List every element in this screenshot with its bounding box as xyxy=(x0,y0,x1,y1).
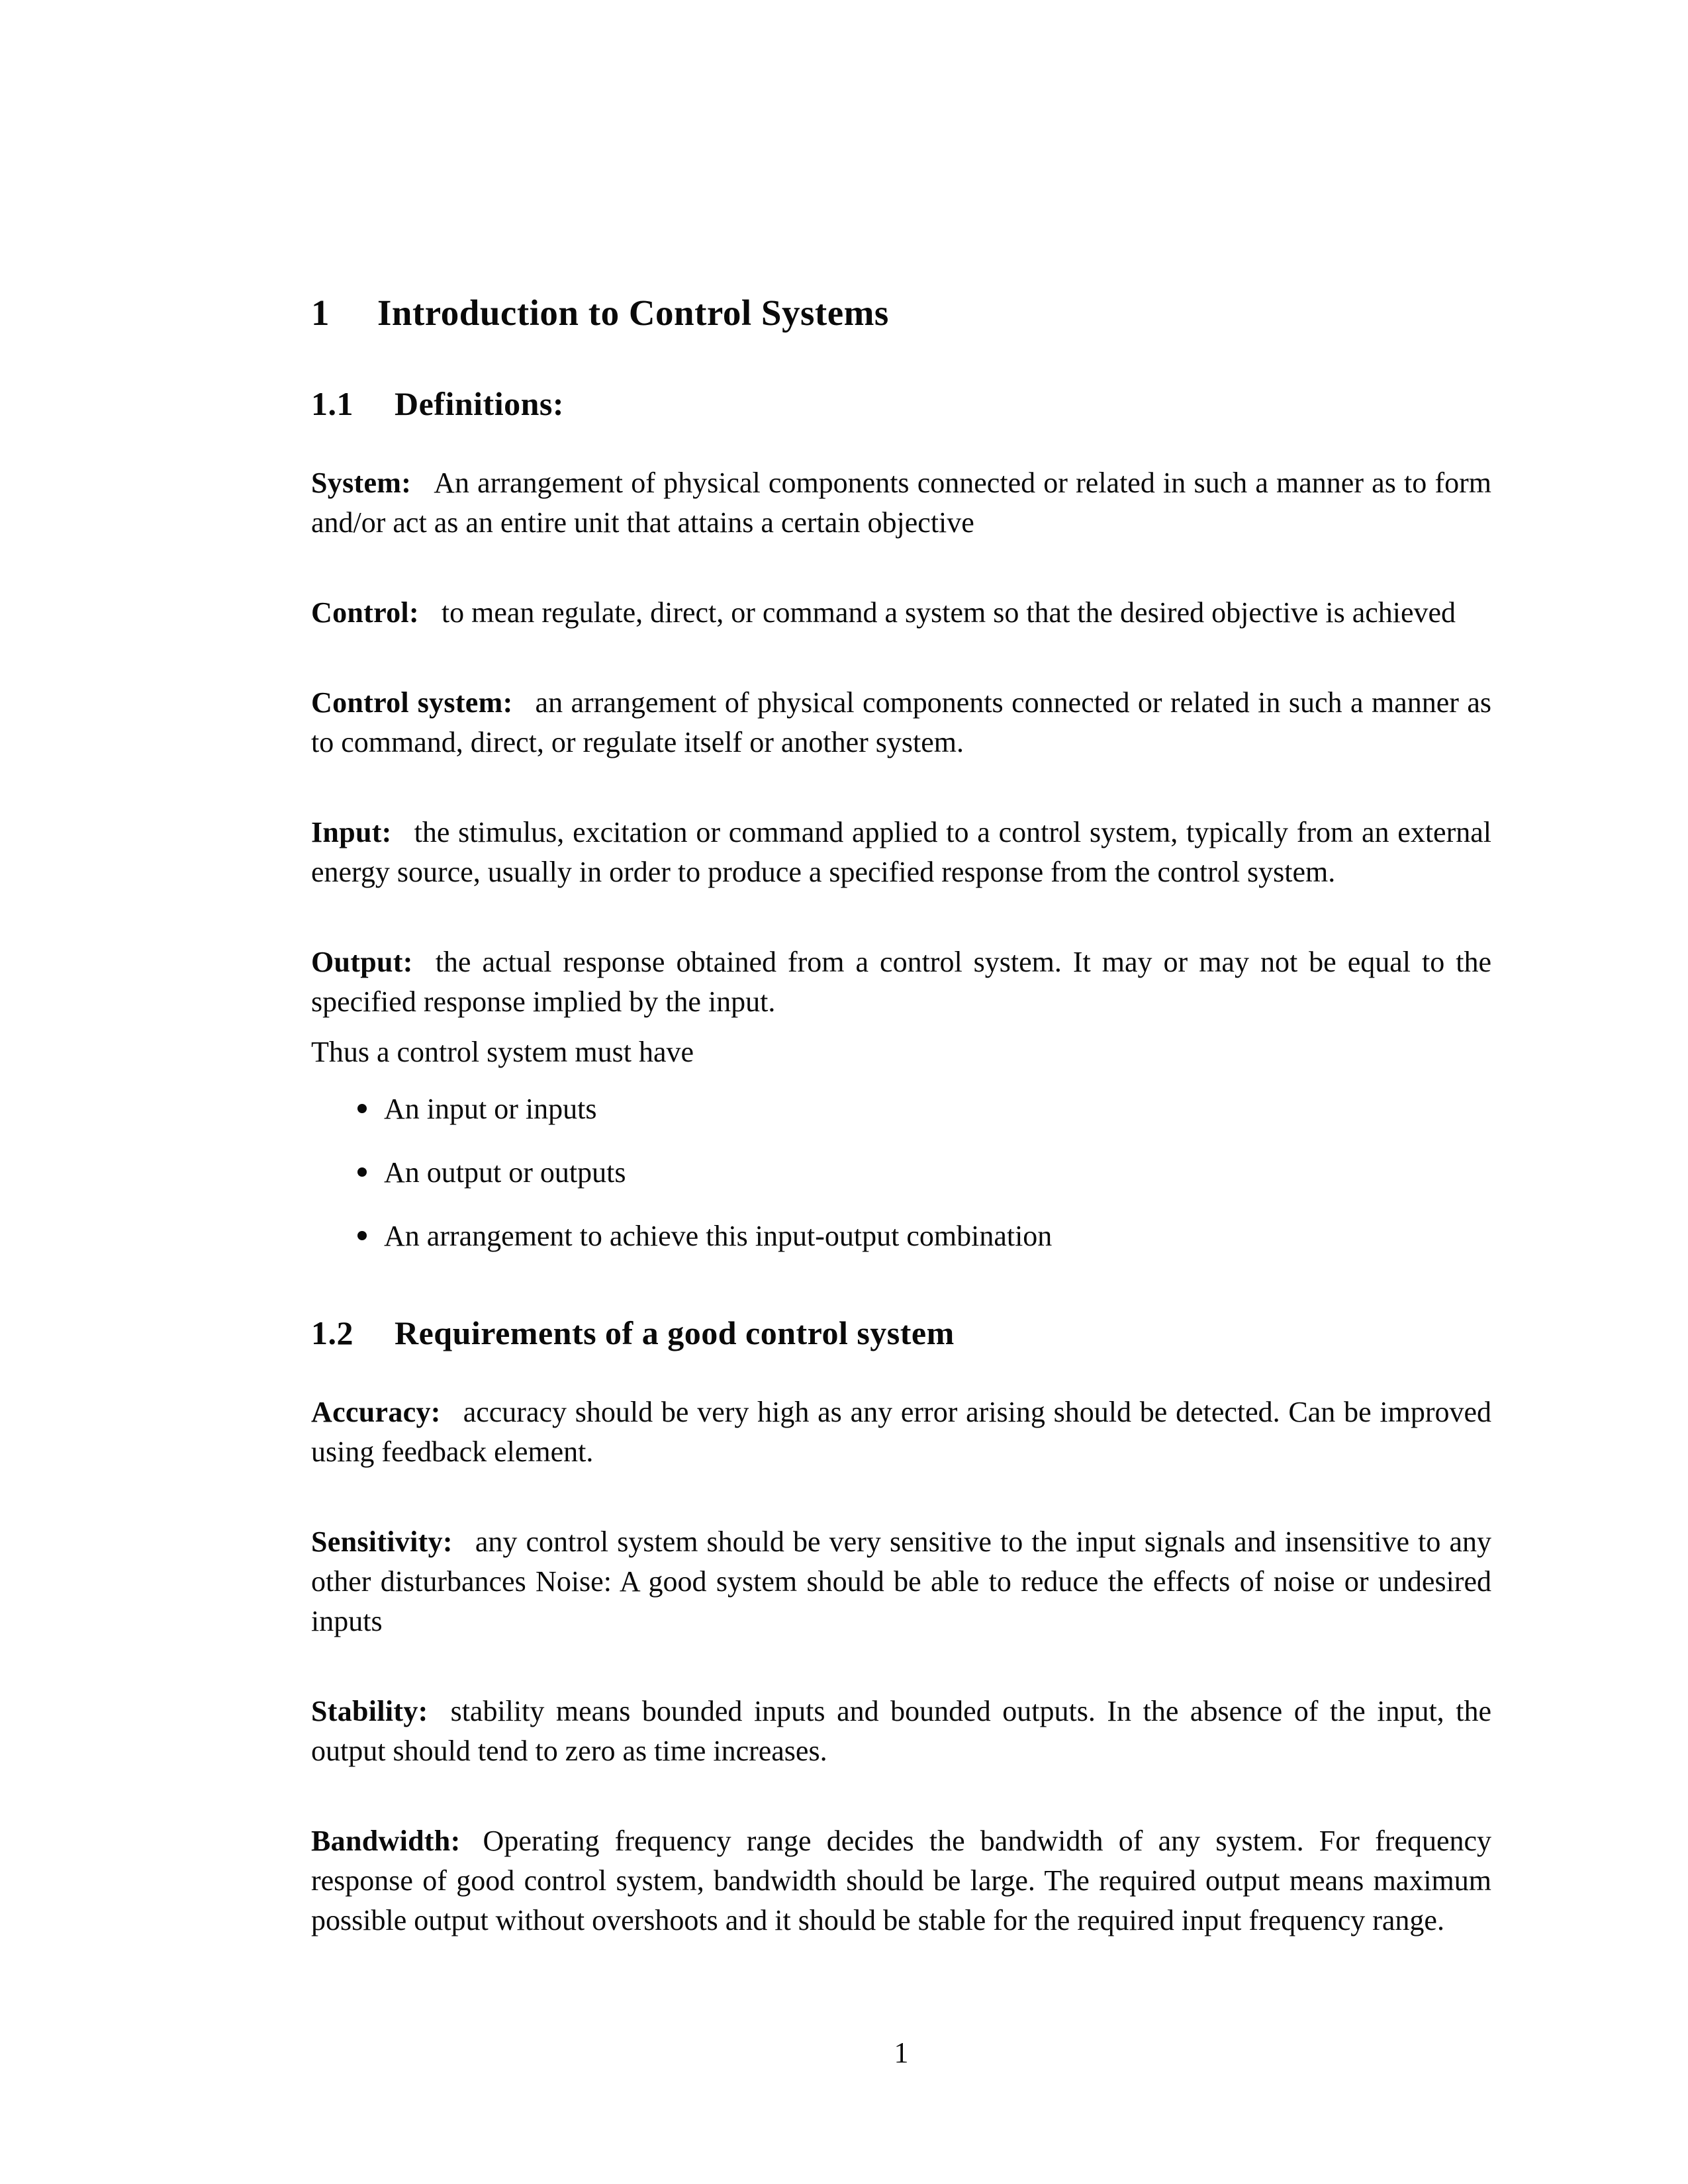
subsection-title: Requirements of a good control system xyxy=(395,1314,955,1351)
control-system-elements-list xyxy=(311,1089,1491,1256)
definition-stability xyxy=(311,1692,1491,1771)
definition-text: the stimulus, excitation or command applied to a control system, typically from an external energy source, usually in order to produce a specified response from the control system. xyxy=(311,816,1491,888)
subsection-number: 1.2 xyxy=(311,1314,353,1351)
definition-text: to mean regulate, direct, or command a system so that the desired objective is achieved xyxy=(441,596,1456,629)
section-title: Introduction to Control Systems xyxy=(377,293,889,333)
list-item-text: An input or inputs xyxy=(384,1093,597,1125)
section-number: 1 xyxy=(311,293,330,333)
definition-term: Input: xyxy=(311,816,392,848)
list-item xyxy=(384,1153,1491,1193)
list-item xyxy=(384,1216,1491,1256)
definition-text: An arrangement of physical components connected or related in such a manner as to form and/or act as an entire unit that attains a certain objective xyxy=(311,467,1491,539)
definition-input xyxy=(311,813,1491,892)
definition-text: any control system should be very sensitive to the input signals and insensitive to any other disturbances Noise: A good system should be able to reduce the effects of noise or undesired inputs xyxy=(311,1525,1491,1637)
definition-term: Accuracy: xyxy=(311,1396,441,1428)
definition-term: Control: xyxy=(311,596,419,629)
definition-control xyxy=(311,593,1491,633)
subsection-heading-requirements xyxy=(311,1313,1491,1353)
definition-sensitivity xyxy=(311,1522,1491,1641)
subsection-heading-definitions xyxy=(311,384,1491,424)
bullet-icon xyxy=(357,1231,367,1240)
definition-system xyxy=(311,463,1491,543)
definition-term: Bandwidth: xyxy=(311,1825,461,1857)
list-item-text: An output or outputs xyxy=(384,1156,626,1189)
definition-text: the actual response obtained from a control system. It may or may not be equal to the specified response implied by the input. xyxy=(311,946,1491,1018)
definition-term: Output: xyxy=(311,946,413,978)
definition-control-system xyxy=(311,683,1491,762)
definition-bandwidth xyxy=(311,1821,1491,1940)
definition-text: stability means bounded inputs and bounded outputs. In the absence of the input, the output should tend to zero as time increases. xyxy=(311,1695,1491,1767)
subsection-title: Definitions: xyxy=(395,385,564,422)
section-heading xyxy=(311,291,1491,335)
definition-output xyxy=(311,942,1491,1022)
subsection-number: 1.1 xyxy=(311,385,353,422)
definition-accuracy xyxy=(311,1392,1491,1472)
bullet-icon xyxy=(357,1167,367,1177)
note-control-system-must-have: Thus a control system must have xyxy=(311,1036,694,1068)
definition-text: an arrangement of physical components connected or related in such a manner as to command, direct, or regulate itself or another system. xyxy=(311,686,1491,758)
page-number: 1 xyxy=(894,2036,909,2069)
definition-term: Stability: xyxy=(311,1695,428,1727)
definition-term: Sensitivity: xyxy=(311,1525,453,1558)
definition-term: Control system: xyxy=(311,686,513,719)
bullet-icon xyxy=(357,1104,367,1113)
definition-text: accuracy should be very high as any error arising should be detected. Can be improved using feedback element. xyxy=(311,1396,1491,1468)
list-item-text: An arrangement to achieve this input-output combination xyxy=(384,1220,1053,1252)
list-item xyxy=(384,1089,1491,1129)
definition-term: System: xyxy=(311,467,412,499)
definition-text: Operating frequency range decides the bandwidth of any system. For frequency response of good control system, bandwidth should be large. The required output means maximum possible output without overshoots and it should be stable for the required input frequency range. xyxy=(311,1825,1491,1936)
